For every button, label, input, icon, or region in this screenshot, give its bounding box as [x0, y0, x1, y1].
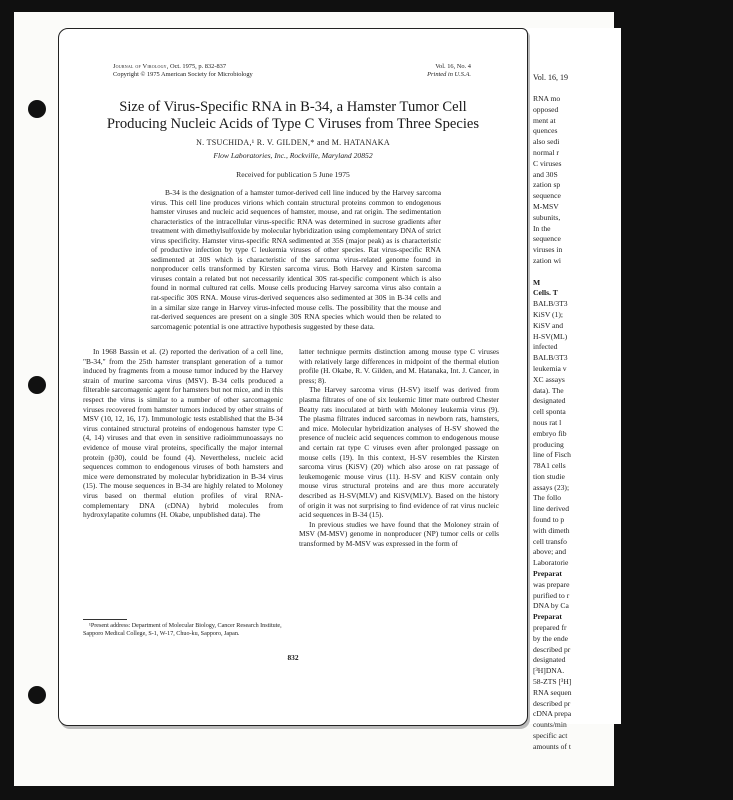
- footnote: ¹Present address: Department of Molecular Biology, Cancer Research Institute, Sapporo Medical College, S-1, W-17, Chuo-ku, Sapporo, Japan.: [83, 623, 282, 637]
- journal-header-left: Journal of Virology, Oct. 1975, p. 832-837 Copyright © 1975 American Society for Microbiology: [113, 63, 253, 78]
- next-page-line: The follo: [533, 493, 562, 503]
- next-page-line: normal r: [533, 147, 559, 157]
- journal-page: [58, 28, 528, 726]
- next-page-line: ment at: [533, 115, 556, 125]
- next-page-line: M: [533, 277, 541, 287]
- next-page-line: H-SV(ML): [533, 331, 568, 341]
- body-paragraph: In previous studies we have found that the Moloney strain of MSV (M-MSV) genome in nonproducer (NP) tumor cells or cells transformed by M-MSV was expressed in the form of: [299, 519, 499, 548]
- next-page-line: producing: [533, 439, 564, 449]
- binder-hole-middle: [28, 376, 46, 394]
- journal-name: Journal of Virology: [113, 63, 167, 70]
- next-page-line: 58-ZTS [³H]: [533, 677, 572, 687]
- body-paragraph: The Harvey sarcoma virus (H-SV) itself was derived from plasma filtrates of one of six leukemic litter mate outbred Chester Beatty rats inoculated at birth with Moloney leukemia virus (9). The plasma filtrates induced sarcomas in newborn rats, hamsters, and mice. Molecular hybridization analyses of H-SV showed the presence of nucleic acid sequences common to endogenous mouse and certain rat type C viruses even after prolonged passage on mouse cells (19). In this context, H-SV resembles the Kirsten sarcoma virus (KiSV) (20) which also arose on rat passage of leukemogenic mouse virus (11). H-SV and KiSV contain only mouse virus structural proteins and are thus more accurately described as H-SV(MLV) and KiSV(MLV). Based on the history of origin it was not surprising to find evidence of rat virus nucleic acid sequences in B-34 (15).: [299, 385, 499, 520]
- journal-issue: Oct. 1975, p. 832-837: [169, 63, 227, 70]
- next-page-line: above; and: [533, 547, 567, 557]
- next-page-line: described pr: [533, 698, 571, 708]
- next-page-line: and 30S: [533, 169, 558, 179]
- title-line-1: Size of Virus-Specific RNA in B-34, a Hamster Tumor Cell: [119, 99, 467, 115]
- next-page-line: XC assays: [533, 374, 565, 384]
- next-page-line: assays (23);: [533, 482, 570, 492]
- article-title: [59, 99, 527, 133]
- next-page-line: found to p: [533, 515, 565, 525]
- next-page-line: described pr: [533, 644, 571, 654]
- title-line-2: Producing Nucleic Acids of Type C Viruses from Three Species: [106, 116, 480, 132]
- next-page-line: C viruses: [533, 158, 562, 168]
- next-page-line: KiSV and: [533, 320, 564, 330]
- next-page-line: data). The: [533, 385, 564, 395]
- next-page-edge: [520, 28, 621, 751]
- next-page-line: purified to r: [533, 590, 570, 600]
- next-page-line: Preparat: [533, 569, 562, 579]
- footnote-rule: [83, 619, 127, 620]
- body-paragraph: In 1968 Bassin et al. (2) reported the derivation of a cell line, "B-34," from the 25th hamster transplant generation of a tumor induced by fragments from a mouse tumor induced by the Harvey strain of murine sarcoma virus (MSV). B-34 cells produced a filterable sarcomagenic agent for hamsters but not mice, and in this respect the virus is similar to a number of other sarcomagenic viruses recovered from hamster tumors induced by other strains of MSV (10, 12, 16, 17). Immunologic tests established that the B-34 virus contained structural proteins of endogenous hamster type C (4, 14) viruses and that even in sensitive radioimmunoassays no evidence of mouse viral proteins, specifically the major internal protein (p30), could be found (4). Nevertheless, nucleic acid sequences common to endogenous viruses of both hamsters and mice were demonstrated by molecular hybridization in B-34 virus (15). The mouse sequences in B-34 are highly related to Moloney virus based on thermal elution profiles of viral RNA-complementary DNA (cDNA) hybrid molecules from hydroxylapatite columns (H. Okabe, unpublished data). The: [83, 347, 283, 520]
- next-page-line: embryo fib: [533, 428, 567, 438]
- next-page-line: designated: [533, 396, 566, 406]
- binder-hole-bottom: [28, 686, 46, 704]
- next-page-line: prepared fr: [533, 623, 567, 633]
- next-page-line: subunits,: [533, 212, 561, 222]
- next-page-line: Preparat: [533, 612, 562, 622]
- next-page-line: Laboratorie: [533, 558, 569, 568]
- next-page-line: sequence: [533, 234, 561, 244]
- page-number: 832: [287, 653, 299, 662]
- abstract: B-34 is the designation of a hamster tumor-derived cell line induced by the Harvey sarcoma virus. This cell line produces virions which contain structural proteins common to endogenous hamster viruses and nucleic acid sequences of hamster, mouse, and rat origin. The sedimentation characteristics of the intracellular virus-specific RNA was determined in sucrose gradients after treatment with dimethylsulfoxide by molecular hybridization using complementary DNA of strict virus specificity. Hamster virus-specific RNA sedimented at 35S (major peak) as is characteristic of productive infection by type C leukemia viruses of other species. Rat virus-specific RNA sedimented at 30S which is characteristic of the sarcoma virus-related genome found in nonproducer cells transformed by Kirsten sarcoma virus. Both Harvey and Kirsten sarcoma viruses contain a related but not necessarily identical 30S rat-specific component which is also found in normal cultured rat cells. Mouse cells producing Harvey sarcoma virus also contain a rat-specific 30S RNA. Mouse virus-derived sequences also sedimented at 30S in B-34 cells and in a similar size range in Harvey virus-infected mouse cells. The possibility that the mouse and rat-derived sequences are present on a single 30S RNA species which would then be related to sarcomagenic potential is one attractive hypothesis suggested by these data.: [151, 188, 441, 331]
- next-page-line: nous rat l: [533, 417, 562, 427]
- affiliation: Flow Laboratories, Inc., Rockville, Maryland 20852: [213, 151, 373, 160]
- next-page-line: sequence: [533, 191, 561, 201]
- next-page-line: RNA mo: [533, 94, 561, 103]
- next-page-line: quences: [533, 126, 558, 136]
- next-page-line: DNA by Ca: [533, 601, 569, 611]
- next-page-line: cell sponta: [533, 407, 566, 417]
- journal-header-right: [427, 63, 471, 79]
- next-page-line: [533, 267, 733, 278]
- next-page-line: line of Fisch: [533, 450, 571, 460]
- next-page-line: infected: [533, 342, 558, 352]
- next-page-line: RNA sequen: [533, 687, 572, 697]
- next-page-line: 78A1 cells: [533, 461, 566, 471]
- next-page-line: leukemia v: [533, 363, 567, 373]
- next-page-header: Vol. 16, 19: [533, 73, 568, 82]
- body-paragraph: latter technique permits distinction among mouse type C viruses with relatively large differences in midpoint of the thermal elution profile (H. Okabe, R. V. Gilden, and M. Hatanaka, Int. J. Cancer, in press; 8).: [299, 347, 499, 385]
- next-page-line: amounts of t: [533, 741, 571, 751]
- authors: N. TSUCHIDA,¹ R. V. GILDEN,* and M. HATANAKA: [196, 138, 390, 147]
- volume-line: Vol. 16, No. 4: [435, 63, 471, 70]
- next-page-line: designated: [533, 655, 566, 665]
- next-page-text: [533, 94, 733, 753]
- next-page-line: [³H]DNA.: [533, 666, 565, 676]
- next-page-line: opposed: [533, 104, 559, 114]
- next-page-line: also sedi: [533, 137, 560, 147]
- next-page-line: with dimeth: [533, 525, 570, 535]
- next-page-line: by the ende: [533, 633, 569, 643]
- printed-line: Printed in U.S.A.: [427, 71, 471, 78]
- next-page-line: Cells. T: [533, 288, 558, 298]
- next-page-line: M-MSV: [533, 201, 559, 211]
- next-page-line: line derived: [533, 504, 570, 514]
- next-page-line: specific act: [533, 731, 568, 741]
- body-column-right: [299, 347, 499, 548]
- next-page-line: zation sp: [533, 180, 561, 190]
- next-page-line: cell transfo: [533, 536, 567, 546]
- copyright-line: Copyright © 1975 American Society for Microbiology: [113, 71, 253, 78]
- next-page-line: In the: [533, 223, 551, 233]
- next-page-line: was prepare: [533, 579, 570, 589]
- next-page-line: viruses in: [533, 245, 563, 255]
- next-page-line: BALB/3T3: [533, 353, 568, 363]
- received-date: Received for publication 5 June 1975: [236, 170, 350, 179]
- body-column-left: [83, 347, 283, 520]
- next-page-line: tion studie: [533, 471, 565, 481]
- next-page-line: zation wi: [533, 255, 562, 265]
- next-page-line: BALB/3T3: [533, 299, 568, 309]
- next-page-line: KiSV (1);: [533, 309, 564, 319]
- next-page-line: counts/min: [533, 720, 567, 730]
- next-page-line: cDNA prepa: [533, 709, 572, 719]
- binder-hole-top: [28, 100, 46, 118]
